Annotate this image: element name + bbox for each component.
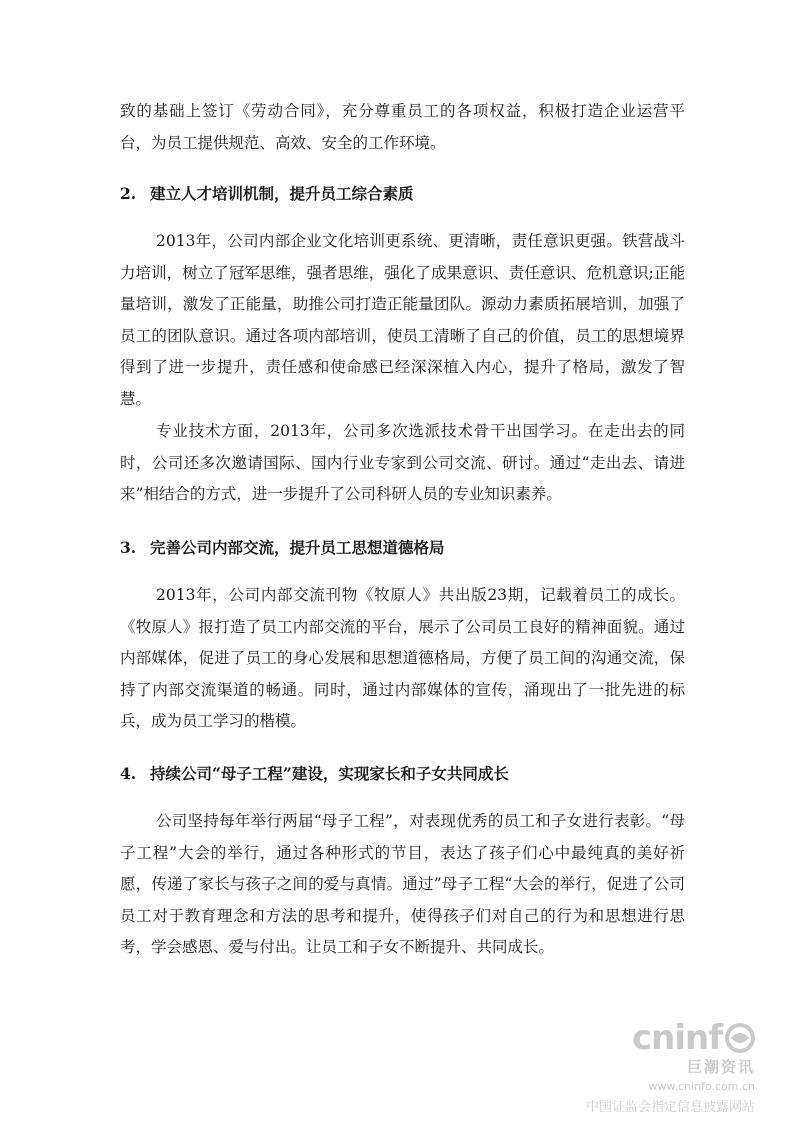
section-4-heading bbox=[120, 762, 685, 786]
intro-paragraph: 致的基础上签订《劳动合同》，充分尊重员工的各项权益，积极打造企业运营平台，为员工提供规范、高效、安全的工作环境。 bbox=[120, 102, 685, 152]
cninfo-caption: 中国证监会指定信息披露网站 bbox=[585, 1100, 755, 1115]
section-4-title: 持续公司“母子工程”建设，实现家长和子女共同成长 bbox=[150, 764, 509, 783]
section-3-title: 完善公司内部交流，提升员工思想道德格局 bbox=[150, 538, 445, 557]
section-3-heading bbox=[120, 536, 685, 560]
section-3-number: 3. bbox=[120, 538, 137, 557]
cninfo-logo-text: cninf bbox=[631, 1018, 722, 1058]
section-2-number: 2. bbox=[120, 184, 137, 203]
cninfo-watermark bbox=[573, 1018, 763, 1118]
section-2-paragraph-1: 2013年，公司内部企业文化培训更系统、更清晰，责任意识更强。铁营战斗力培训，树立了冠军思维，强者思维，强化了成果意识、责任意识、危机意识;正能量培训，激发了正能量，助推公司打造正能量团队。源动力素质拓展培训，加强了员工的团队意识。通过各项内部培训，使员工清晰了自己的价值，员工的思想境界得到了进一步提升，责任感和使命感已经深深植入内心，提升了格局，激发了智慧。 bbox=[120, 232, 685, 408]
section-2-title: 建立人才培训机制，提升员工综合素质 bbox=[150, 184, 414, 203]
section-4-number: 4. bbox=[120, 764, 137, 783]
section-2-paragraph-2: 专业技术方面，2013年，公司多次选派技术骨干出国学习。在走出去的同时，公司还多次邀请国际、国内行业专家到公司交流、研讨。通过“走出去、请进来”相结合的方式，进一步提升了公司科研人员的专业知识素养。 bbox=[120, 422, 685, 503]
cninfo-swirl-icon bbox=[725, 1023, 755, 1053]
section-2-heading bbox=[120, 182, 685, 206]
cninfo-name-cn: 巨潮资讯 bbox=[686, 1058, 755, 1076]
section-3-paragraph-1: 2013年，公司内部交流刊物《牧原人》共出版23期，记载着员工的成长。《牧原人》报打造了员工内部交流的平台，展示了公司员工良好的精神面貌。通过内部媒体，促进了员工的身心发展和思想道德格局，方便了员工间的沟通交流，保持了内部交流渠道的畅通。同时，通过内部媒体的宣传，涌现出了一批先进的标兵，成为员工学习的楷模。 bbox=[120, 586, 685, 730]
section-4-paragraph-1: 公司坚持每年举行两届“母子工程”，对表现优秀的员工和子女进行表彰。“母子工程”大会的举行，通过各种形式的节目，表达了孩子们心中最纯真的美好祈愿，传递了家长与孩子之间的爱与真情。通过”母子工程“大会的举行，促进了公司员工对于教育理念和方法的思考和提升，使得孩子们对自己的行为和思想进行思考，学会感恩、爱与付出。让员工和子女不断提升、共同成长。 bbox=[120, 812, 685, 956]
cninfo-url: www.cninfo.com.cn bbox=[648, 1080, 755, 1093]
cninfo-logo bbox=[632, 1018, 755, 1058]
